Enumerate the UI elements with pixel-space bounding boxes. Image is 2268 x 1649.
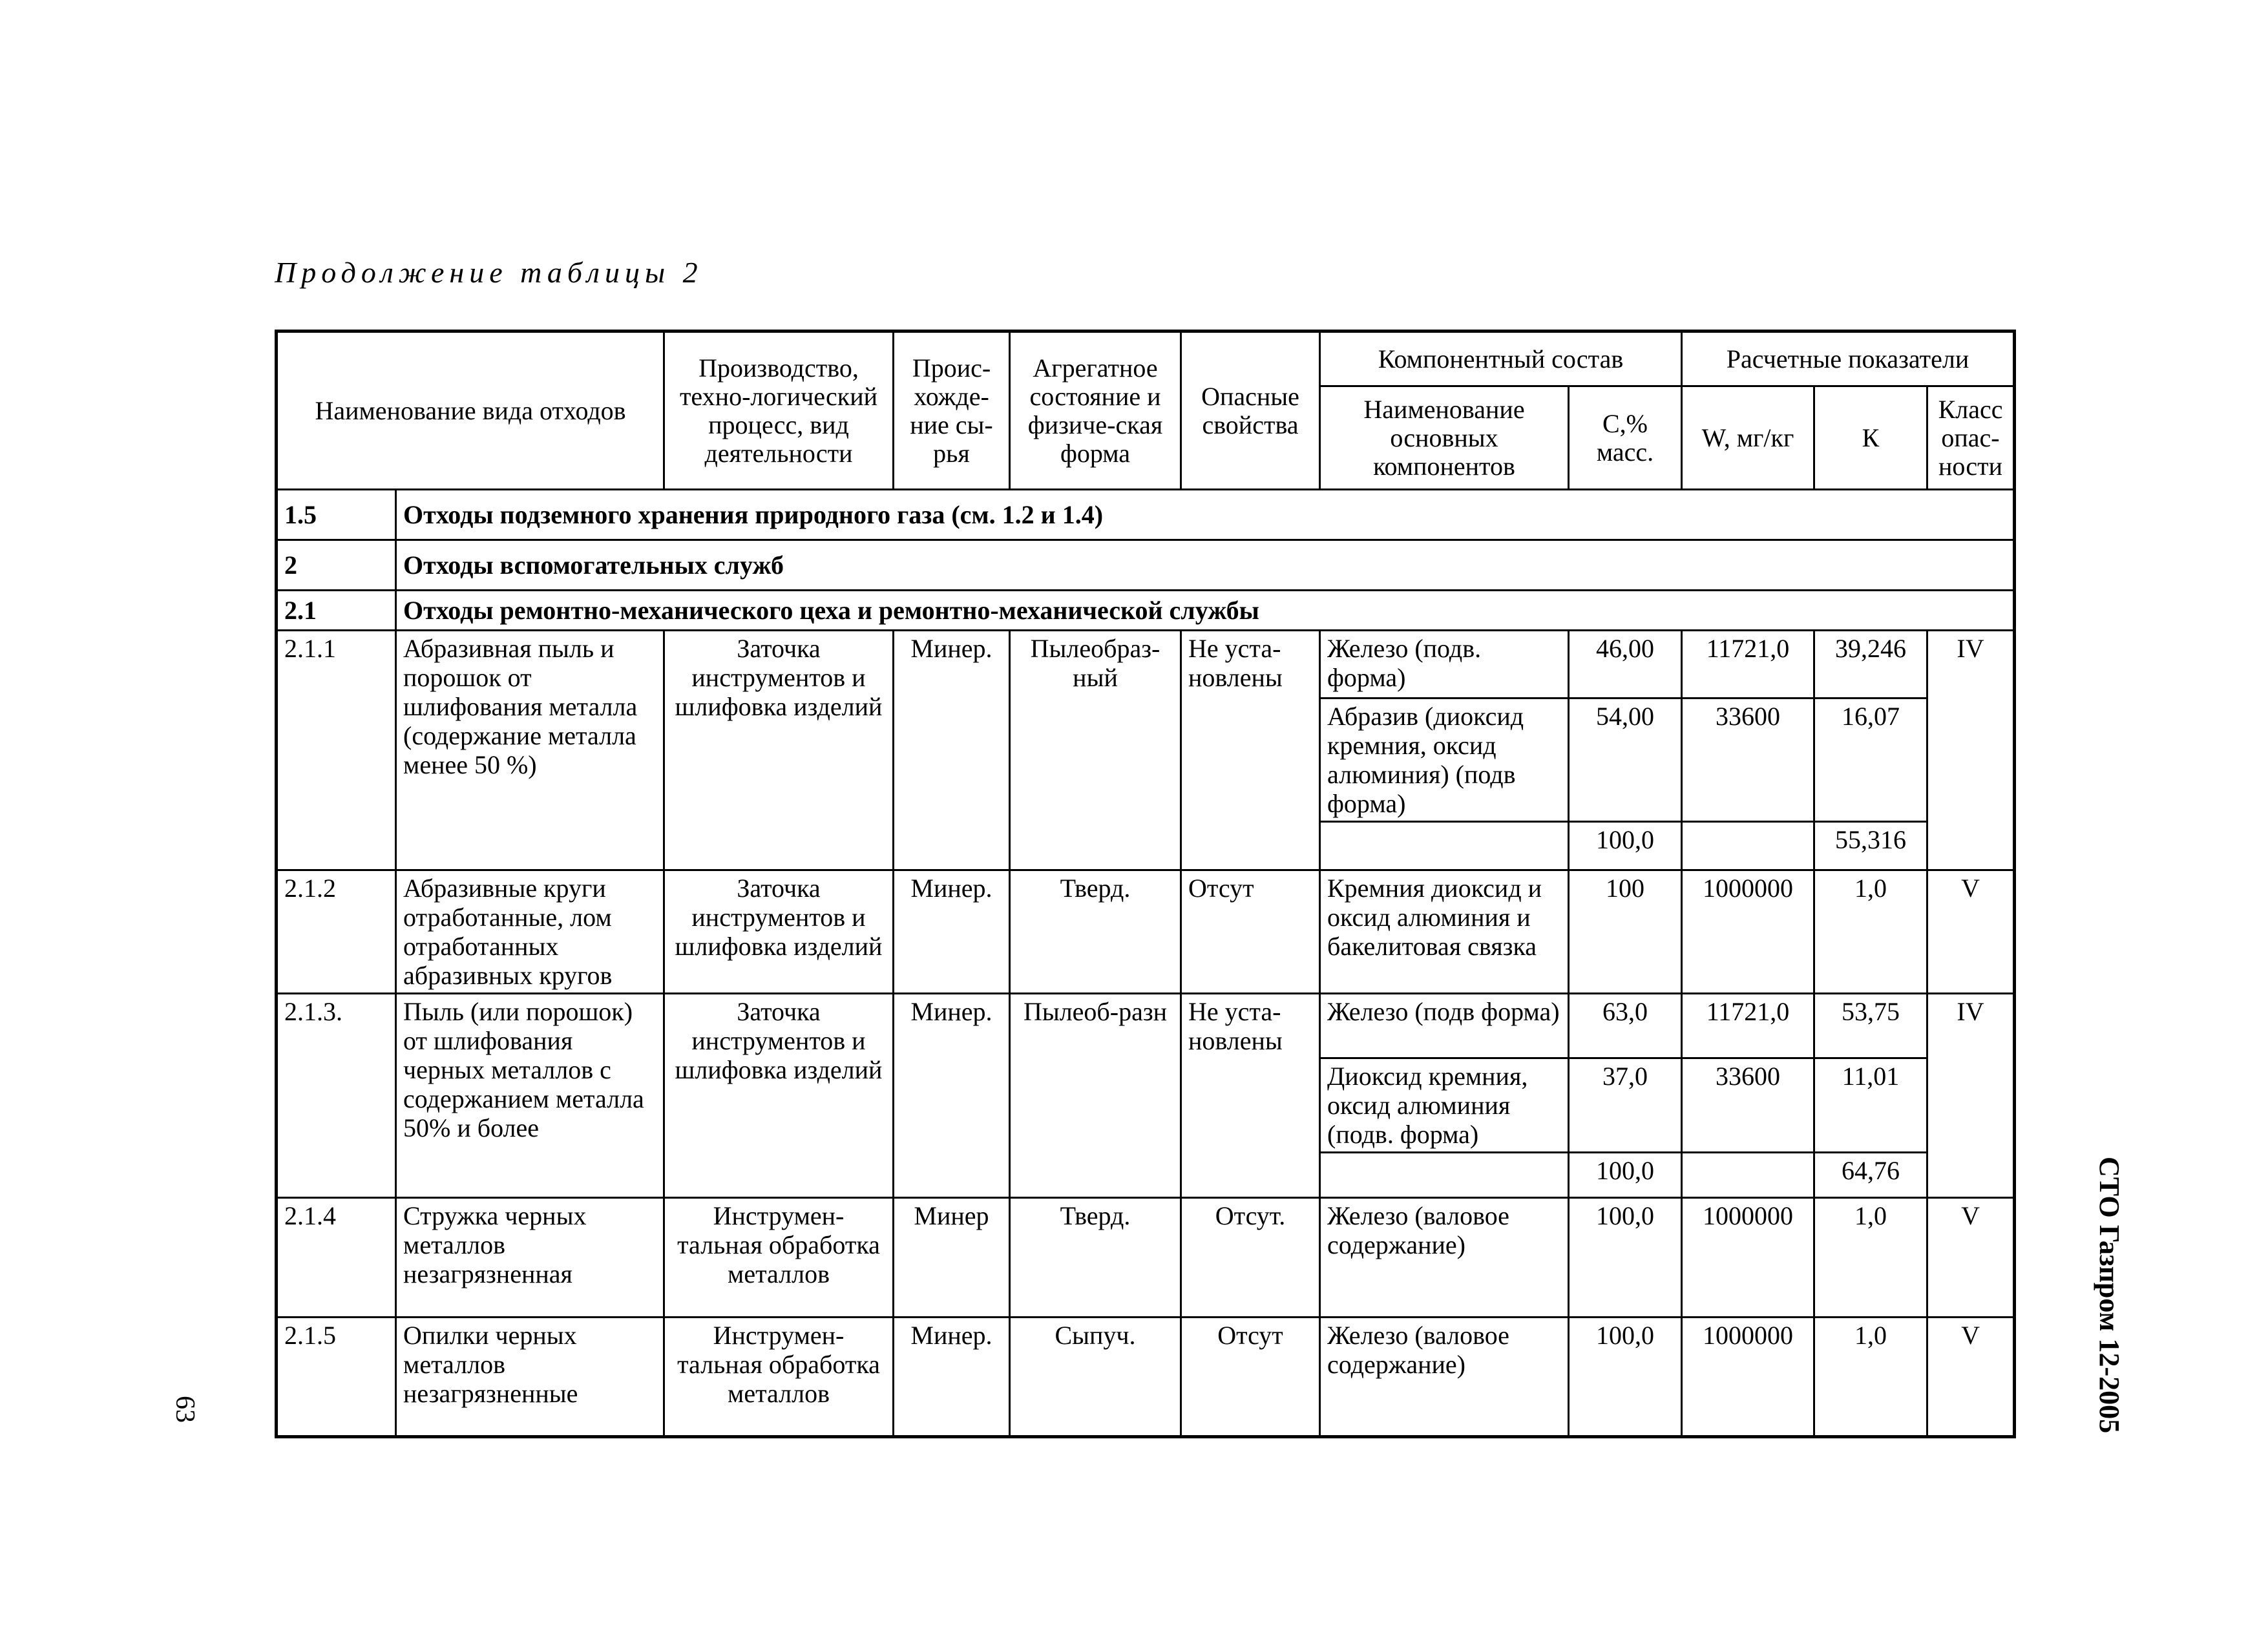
header-composition: Компонентный состав xyxy=(1320,331,1682,386)
page-number: 63 xyxy=(170,1396,200,1423)
header-calc: Расчетные показатели xyxy=(1682,331,2015,386)
header-production: Производство, техно-логический процесс, вид деятельности xyxy=(664,331,894,490)
header-state: Агрегатное состояние и физиче-ская форма xyxy=(1010,331,1181,490)
component-name: Кремния диоксид и оксид алюминия и бакелитовая связка xyxy=(1320,870,1569,994)
hazard: Отсут xyxy=(1181,1318,1320,1437)
k-value: 53,75 xyxy=(1814,994,1927,1058)
k-value: 16,07 xyxy=(1814,698,1927,822)
section-number: 2.1 xyxy=(277,591,396,631)
hazard: Не уста-новлены xyxy=(1181,994,1320,1198)
hazard: Отсут xyxy=(1181,870,1320,994)
state: Пылеобраз-ный xyxy=(1010,631,1181,870)
state: Тверд. xyxy=(1010,870,1181,994)
w-value: 33600 xyxy=(1682,1058,1814,1153)
hazard-class: V xyxy=(1927,1318,2015,1437)
origin: Минер. xyxy=(894,994,1010,1198)
w-value: 1000000 xyxy=(1682,870,1814,994)
header-class: Класс опас-ности xyxy=(1927,386,2015,490)
hazard-class: IV xyxy=(1927,994,2015,1198)
document-code: СТО Газпром 12-2005 xyxy=(2094,1157,2125,1434)
production: Инструмен-тальная обработка металлов xyxy=(664,1198,894,1318)
header-k: К xyxy=(1814,386,1927,490)
row-number: 2.1.5 xyxy=(277,1318,396,1437)
concentration: 54,00 xyxy=(1569,698,1682,822)
state: Сыпуч. xyxy=(1010,1318,1181,1437)
section-title: Отходы вспомогательных служб xyxy=(396,540,2015,591)
state: Тверд. xyxy=(1010,1198,1181,1318)
component-total-label xyxy=(1320,1153,1569,1198)
waste-name: Опилки черных металлов незагрязненные xyxy=(396,1318,664,1437)
total-concentration: 100,0 xyxy=(1569,1153,1682,1198)
section-title: Отходы подземного хранения природного газа (см. 1.2 и 1.4) xyxy=(396,490,2015,540)
row-number: 2.1.3. xyxy=(277,994,396,1198)
w-value: 11721,0 xyxy=(1682,994,1814,1058)
hazard: Отсут. xyxy=(1181,1198,1320,1318)
k-value: 1,0 xyxy=(1814,1198,1927,1318)
header-component-name: Наименование основных компонентов xyxy=(1320,386,1569,490)
w-value: 33600 xyxy=(1682,698,1814,822)
w-value: 1000000 xyxy=(1682,1318,1814,1437)
hazard: Не уста-новлены xyxy=(1181,631,1320,870)
production: Заточка инструментов и шлифовка изделий xyxy=(664,631,894,870)
header-name: Наименование вида отходов xyxy=(277,331,664,490)
waste-table xyxy=(275,330,2016,1438)
concentration: 100 xyxy=(1569,870,1682,994)
component-name: Диоксид кремния, оксид алюминия (подв. форма) xyxy=(1320,1058,1569,1153)
origin: Минер. xyxy=(894,1318,1010,1437)
hazard-class: V xyxy=(1927,870,2015,994)
waste-name: Абразивная пыль и порошок от шлифования металла (содержание металла менее 50 %) xyxy=(396,631,664,870)
origin: Минер. xyxy=(894,631,1010,870)
total-k: 55,316 xyxy=(1814,822,1927,870)
header-hazard: Опасные свойства xyxy=(1181,331,1320,490)
hazard-class: IV xyxy=(1927,631,2015,870)
header-w: W, мг/кг xyxy=(1682,386,1814,490)
k-value: 1,0 xyxy=(1814,870,1927,994)
row-number: 2.1.4 xyxy=(277,1198,396,1318)
origin: Минер. xyxy=(894,870,1010,994)
section-number: 2 xyxy=(277,540,396,591)
k-value: 11,01 xyxy=(1814,1058,1927,1153)
waste-name: Стружка черных металлов незагрязненная xyxy=(396,1198,664,1318)
row-number: 2.1.1 xyxy=(277,631,396,870)
table-caption: Продолжение таблицы 2 xyxy=(275,256,703,289)
concentration: 100,0 xyxy=(1569,1198,1682,1318)
concentration: 46,00 xyxy=(1569,631,1682,698)
concentration: 100,0 xyxy=(1569,1318,1682,1437)
component-name: Железо (подв. форма) xyxy=(1320,631,1569,698)
w-value: 11721,0 xyxy=(1682,631,1814,698)
component-name: Абразив (диоксид кремния, оксид алюминия) (подв форма) xyxy=(1320,698,1569,822)
waste-name: Пыль (или порошок) от шлифования черных металлов с содержанием металла 50% и более xyxy=(396,994,664,1198)
total-w xyxy=(1682,822,1814,870)
state: Пылеоб-разн xyxy=(1010,994,1181,1198)
total-k: 64,76 xyxy=(1814,1153,1927,1198)
section-number: 1.5 xyxy=(277,490,396,540)
header-origin: Проис-хожде-ние сы-рья xyxy=(894,331,1010,490)
component-name: Железо (валовое содержание) xyxy=(1320,1198,1569,1318)
production: Инструмен-тальная обработка металлов xyxy=(664,1318,894,1437)
header-concentration: С,% масс. xyxy=(1569,386,1682,490)
hazard-class: V xyxy=(1927,1198,2015,1318)
component-name: Железо (подв форма) xyxy=(1320,994,1569,1058)
production: Заточка инструментов и шлифовка изделий xyxy=(664,994,894,1198)
production: Заточка инструментов и шлифовка изделий xyxy=(664,870,894,994)
concentration: 37,0 xyxy=(1569,1058,1682,1153)
row-number: 2.1.2 xyxy=(277,870,396,994)
k-value: 39,246 xyxy=(1814,631,1927,698)
section-title: Отходы ремонтно-механического цеха и ремонтно-механической службы xyxy=(396,591,2015,631)
total-concentration: 100,0 xyxy=(1569,822,1682,870)
waste-name: Абразивные круги отработанные, лом отработанных абразивных кругов xyxy=(396,870,664,994)
component-total-label xyxy=(1320,822,1569,870)
w-value: 1000000 xyxy=(1682,1198,1814,1318)
component-name: Железо (валовое содержание) xyxy=(1320,1318,1569,1437)
origin: Минер xyxy=(894,1198,1010,1318)
concentration: 63,0 xyxy=(1569,994,1682,1058)
k-value: 1,0 xyxy=(1814,1318,1927,1437)
total-w xyxy=(1682,1153,1814,1198)
